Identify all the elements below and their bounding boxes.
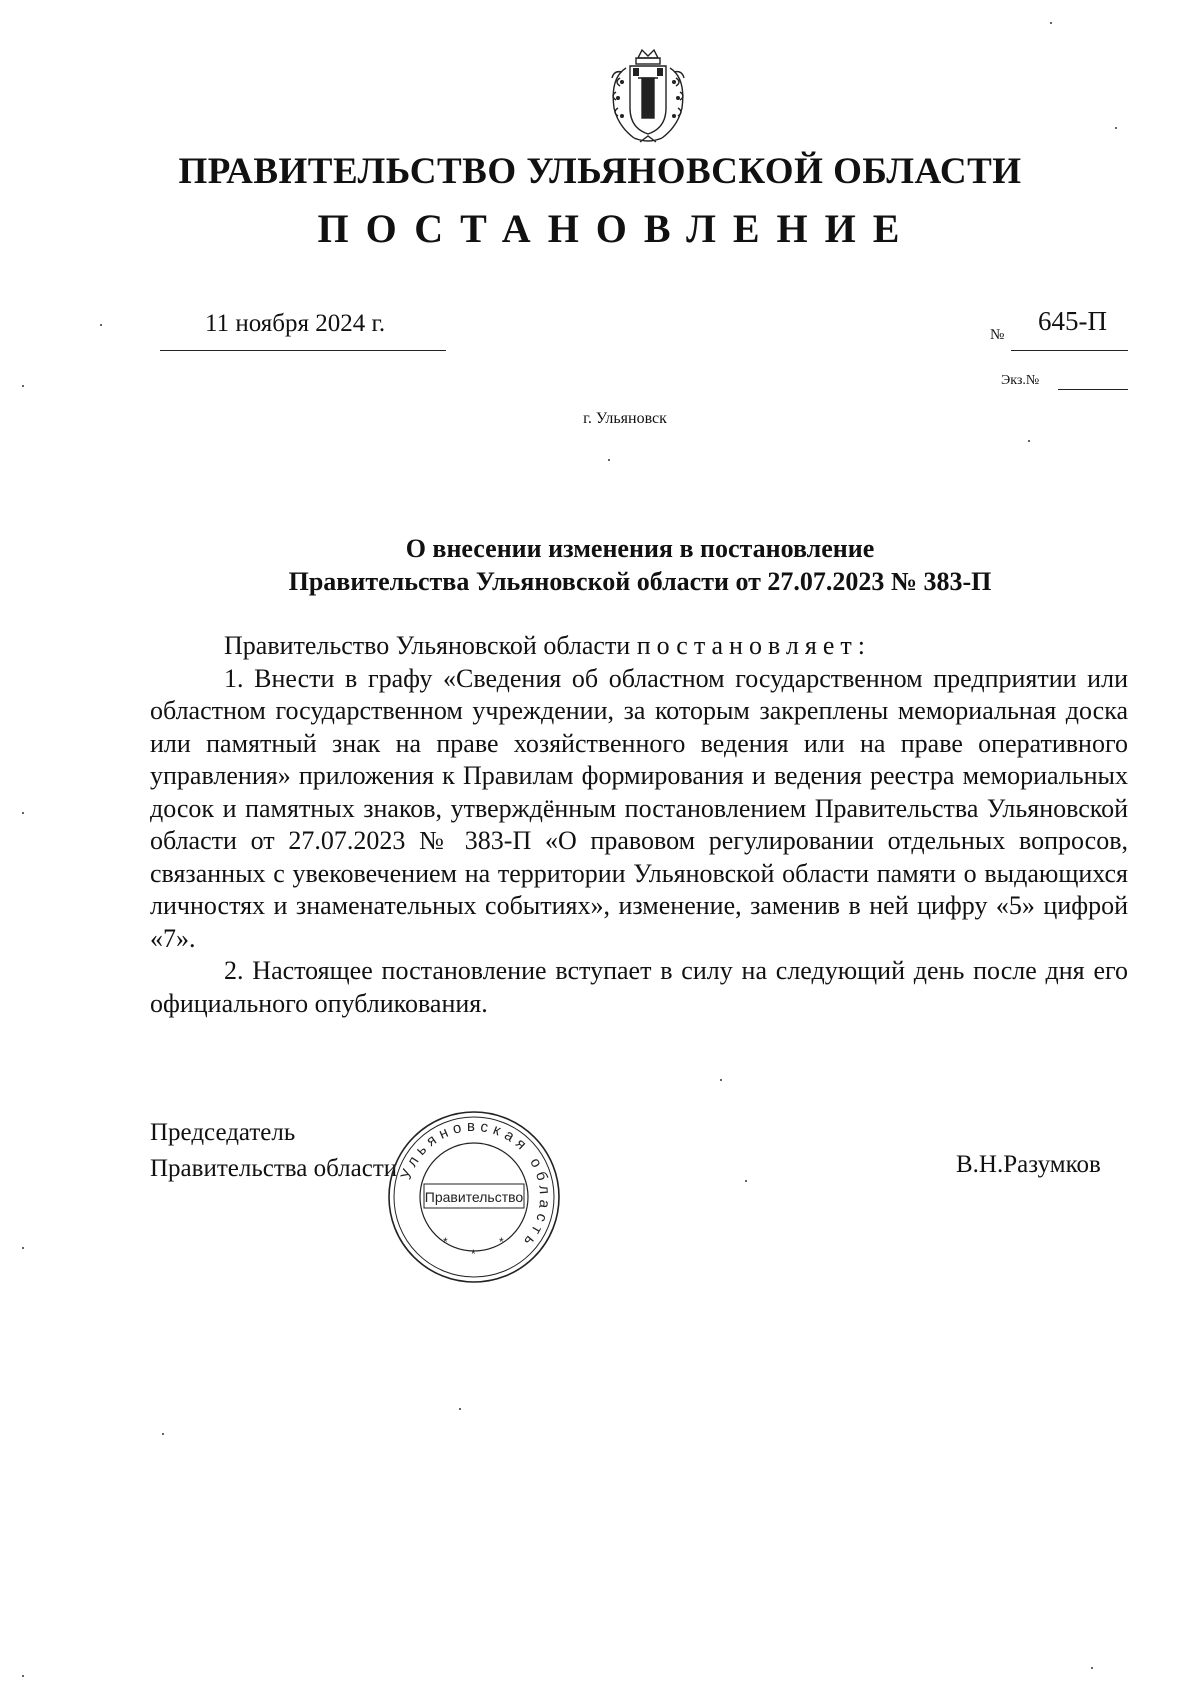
official-stamp [385,1108,563,1286]
number-sign: № [990,327,1005,343]
document-body [150,630,1128,1020]
signatory-position-line-2: Правительства области [150,1155,398,1182]
body-item-1: 1. Внести в графу «Сведения об областном государственном предприятии или областном государственном учреждении, за которым закреплены мемориальная доска или памятный знак на праве хозяйственного ведения или на праве оперативного управления» приложения к Правилам формирования и ведения реестра мемориальных досок и памятных знаков, утверждённым постановлением Правительства Ульяновской области от 27.07.2023 № 383-П «О правовом регулировании отдельных вопросов, связанных с увековечением на территории Ульяновской области памяти о выдающихся личностях и знаменательных событиях», изменение, заменив в ней цифру «5» цифрой «7». [150,663,1128,953]
stamp-center-text: Правительство [424,1189,524,1205]
coat-of-arms-emblem [600,48,696,148]
document-number: 645-П [1038,306,1107,336]
document-type-heading: ПОСТАНОВЛЕНИЕ [317,206,917,251]
preamble-text: Правительство Ульяновской области [224,631,637,660]
signatory-position [150,1115,397,1187]
org-name-heading: ПРАВИТЕЛЬСТВО УЛЬЯНОВСКОЙ ОБЛАСТИ [178,151,1022,192]
preamble-decree-word: постановляет: [636,631,871,660]
number-underline [1011,350,1128,351]
svg-text:*: * [499,1235,504,1249]
title-line-1: О внесении изменения в постановление [405,534,875,563]
svg-text:*: * [471,1247,476,1261]
body-item-2: 2. Настоящее постановление вступает в силу на следующий день после дня его официального опубликования. [150,956,1128,1018]
document-title [150,532,1130,598]
signatory-name: В.Н.Разумков [956,1151,1101,1178]
copy-number-label: Экз.№ [1001,373,1040,388]
title-line-2: Правительства Ульяновской области от 27.07.2023 № 383-П [288,567,992,596]
preamble [150,630,1128,663]
copy-number-underline [1058,389,1128,390]
document-date: 11 ноября 2024 г. [205,310,386,337]
signatory-position-line-1: Председатель [150,1119,296,1146]
svg-text:*: * [443,1235,448,1249]
city-line: г. Ульяновск [583,410,667,427]
date-underline [160,350,446,351]
stamp-ring-text: Ульяновская область [397,1117,554,1254]
